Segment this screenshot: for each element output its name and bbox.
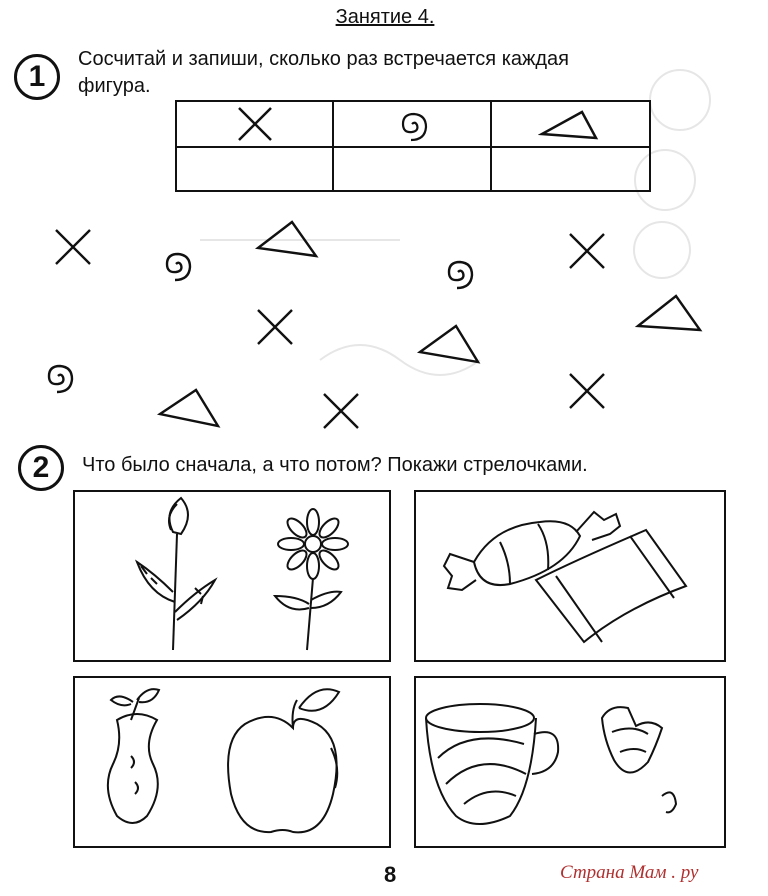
cup-icon — [426, 704, 558, 824]
cross-shape — [570, 234, 604, 268]
lesson-title: Занятие 4. — [335, 6, 435, 28]
cup-illustration — [416, 678, 724, 846]
spiral-shape — [167, 254, 190, 280]
daisy-icon — [278, 509, 348, 579]
task-1-instruction-line-1: Сосчитай и запиши, сколько раз встречается каждая — [78, 48, 570, 70]
cross-shape — [570, 374, 604, 408]
triangle-shape — [638, 296, 700, 330]
cross-shape — [56, 230, 90, 264]
bud-icon — [169, 498, 188, 534]
broken-cup-icon — [602, 707, 676, 812]
candy-wrapper-icon — [536, 530, 686, 642]
panel-apple[interactable] — [73, 676, 391, 848]
task-1-number: 1 — [28, 60, 46, 93]
apple-icon — [228, 689, 339, 832]
page-number: 8 — [384, 862, 397, 887]
task-2-instruction: Что было сначала, а что потом? Покажи стрелочками. — [82, 454, 588, 476]
wrapped-candy-icon — [444, 512, 620, 590]
panel-candy[interactable] — [414, 490, 726, 662]
candy-illustration — [416, 492, 724, 660]
task-1-instruction-line-2: фигура. — [78, 75, 151, 97]
task-2-number-badge — [18, 445, 64, 491]
site-watermark: Страна Мам . ру — [560, 862, 699, 883]
panel-flower[interactable] — [73, 490, 391, 662]
panel-cup[interactable] — [414, 676, 726, 848]
triangle-shape — [258, 222, 316, 256]
apple-core-icon — [108, 689, 159, 823]
spiral-shape — [449, 262, 472, 288]
flower-growth-illustration — [75, 492, 389, 660]
scattered-shapes-area — [0, 0, 768, 440]
cross-shape — [258, 310, 292, 344]
spiral-shape — [49, 366, 72, 392]
apple-illustration — [75, 678, 389, 846]
triangle-shape — [420, 326, 478, 362]
triangle-shape — [160, 390, 218, 426]
cross-shape — [324, 394, 358, 428]
task-2-number: 2 — [32, 451, 50, 484]
